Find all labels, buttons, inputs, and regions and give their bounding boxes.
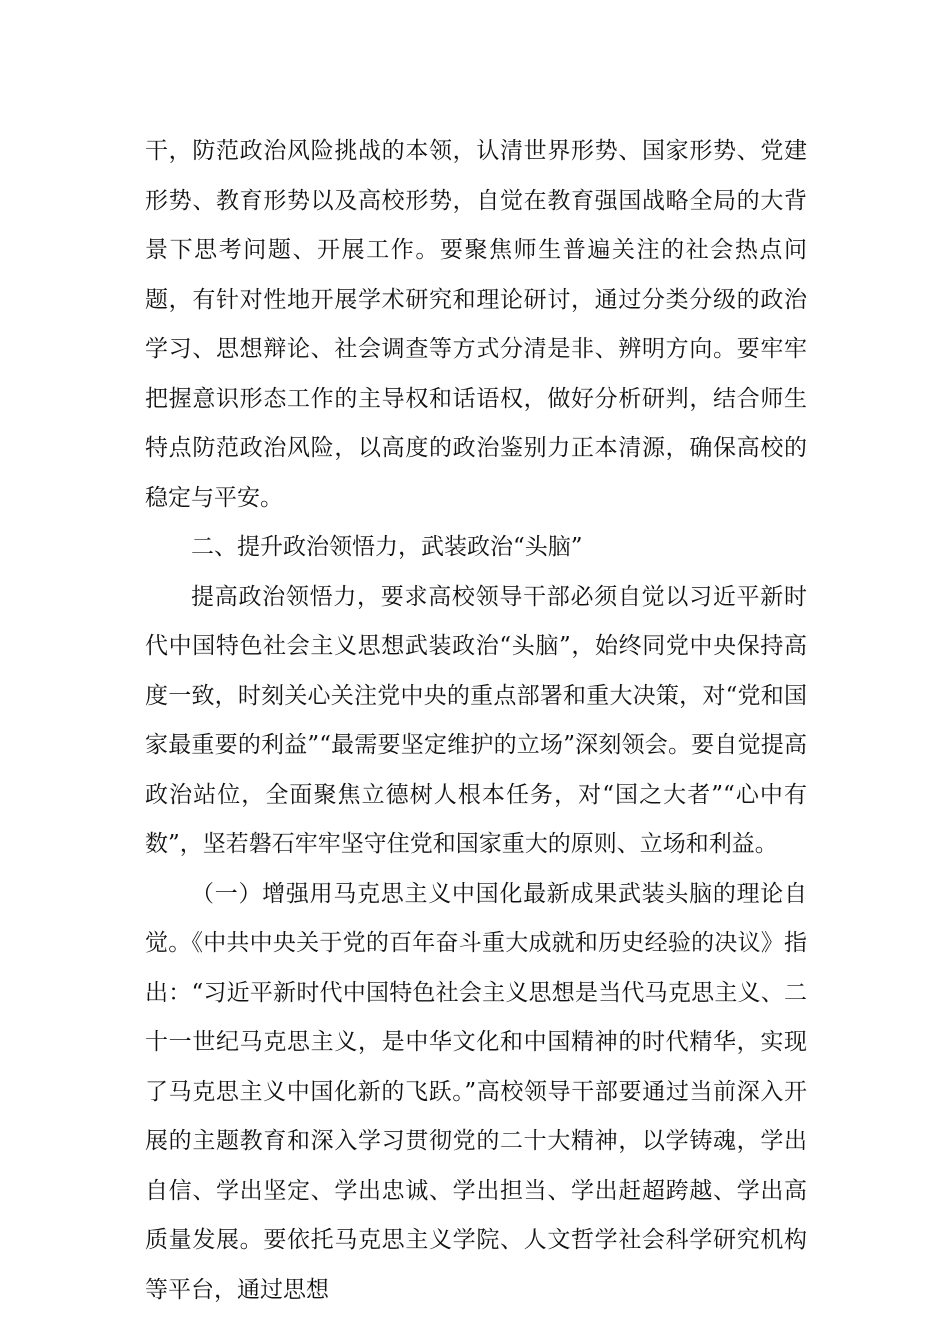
section-heading: 二、提升政治领悟力，武装政治“头脑” <box>191 534 583 560</box>
paragraph-continuation: 干，防范政治风险挑战的本领，认清世界形势、国家形势、党建形势、教育形势以及高校形势，自觉在教育强国战略全局的大背景下思考问题、开展工作。要聚焦师生普遍关注的社会热点问题，有针对性地开展学术研究和理论研讨，通过分类分级的政治学习、思想辩论、社会调查等方式分清是非、辨明方向。要牢牢把握意识形态工作的主导权和话语权，做好分析研判，结合师生特点防范政治风险，以高度的政治鉴别力正本清源，确保高校的稳定与平安。 <box>145 138 807 511</box>
document-body <box>145 127 807 1315</box>
paragraph-political-understanding: 提高政治领悟力，要求高校领导干部必须自觉以习近平新时代中国特色社会主义思想武装政治“头脑”，始终同党中央保持高度一致，时刻关心关注党中央的重点部署和重大决策，对“党和国家最重要的利益”“最需要坚定维护的立场”深刻领会。要自觉提高政治站位，全面聚焦立德树人根本任务，对“国之大者”“心中有数”，坚若磐石牢牢坚守住党和国家重大的原则、立场和利益。 <box>145 583 807 857</box>
paragraph-subsection-one: （一）增强用马克思主义中国化最新成果武装头脑的理论自觉。《中共中央关于党的百年奋斗重大成就和历史经验的决议》指出：“习近平新时代中国特色社会主义思想是当代马克思主义、二十一世纪马克思主义，是中华文化和中国精神的时代精华，实现了马克思主义中国化新的飞跃。”高校领导干部要通过当前深入开展的主题教育和深入学习贯彻党的二十大精神，以学铸魂，学出自信、学出坚定、学出忠诚、学出担当、学出赶超跨越、学出高质量发展。要依托马克思主义学院、人文哲学社会科学研究机构等平台，通过思想 <box>145 880 807 1303</box>
